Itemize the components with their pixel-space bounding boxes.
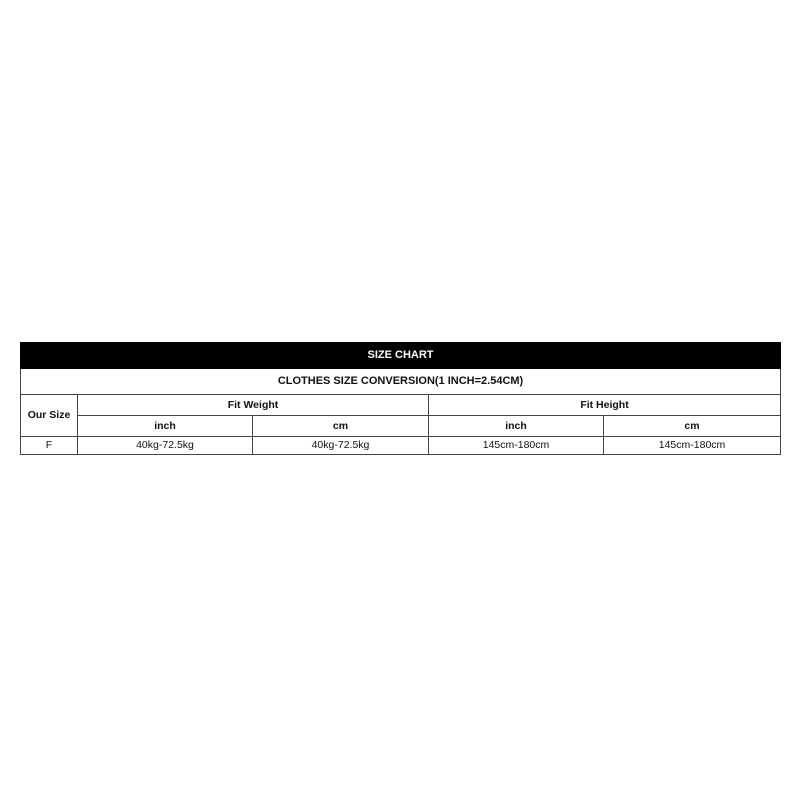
unit-header-row: [21, 416, 781, 437]
weight-cm-cell: 40kg-72.5kg: [253, 437, 429, 455]
height-inch-header: inch: [429, 416, 604, 437]
fit-weight-header: Fit Weight: [78, 395, 429, 416]
table-row: [21, 437, 781, 455]
weight-cm-header: cm: [253, 416, 429, 437]
height-inch-cell: 145cm-180cm: [429, 437, 604, 455]
title-row: [21, 343, 781, 369]
size-cell: F: [21, 437, 78, 455]
fit-height-header: Fit Height: [429, 395, 781, 416]
height-cm-cell: 145cm-180cm: [604, 437, 781, 455]
size-chart-table: [20, 342, 781, 455]
chart-title: SIZE CHART: [21, 343, 781, 369]
weight-inch-header: inch: [78, 416, 253, 437]
our-size-header: Our Size: [21, 395, 78, 437]
group-header-row: [21, 395, 781, 416]
weight-inch-cell: 40kg-72.5kg: [78, 437, 253, 455]
height-cm-header: cm: [604, 416, 781, 437]
chart-subtitle: CLOTHES SIZE CONVERSION(1 INCH=2.54CM): [21, 369, 781, 395]
subtitle-row: [21, 369, 781, 395]
